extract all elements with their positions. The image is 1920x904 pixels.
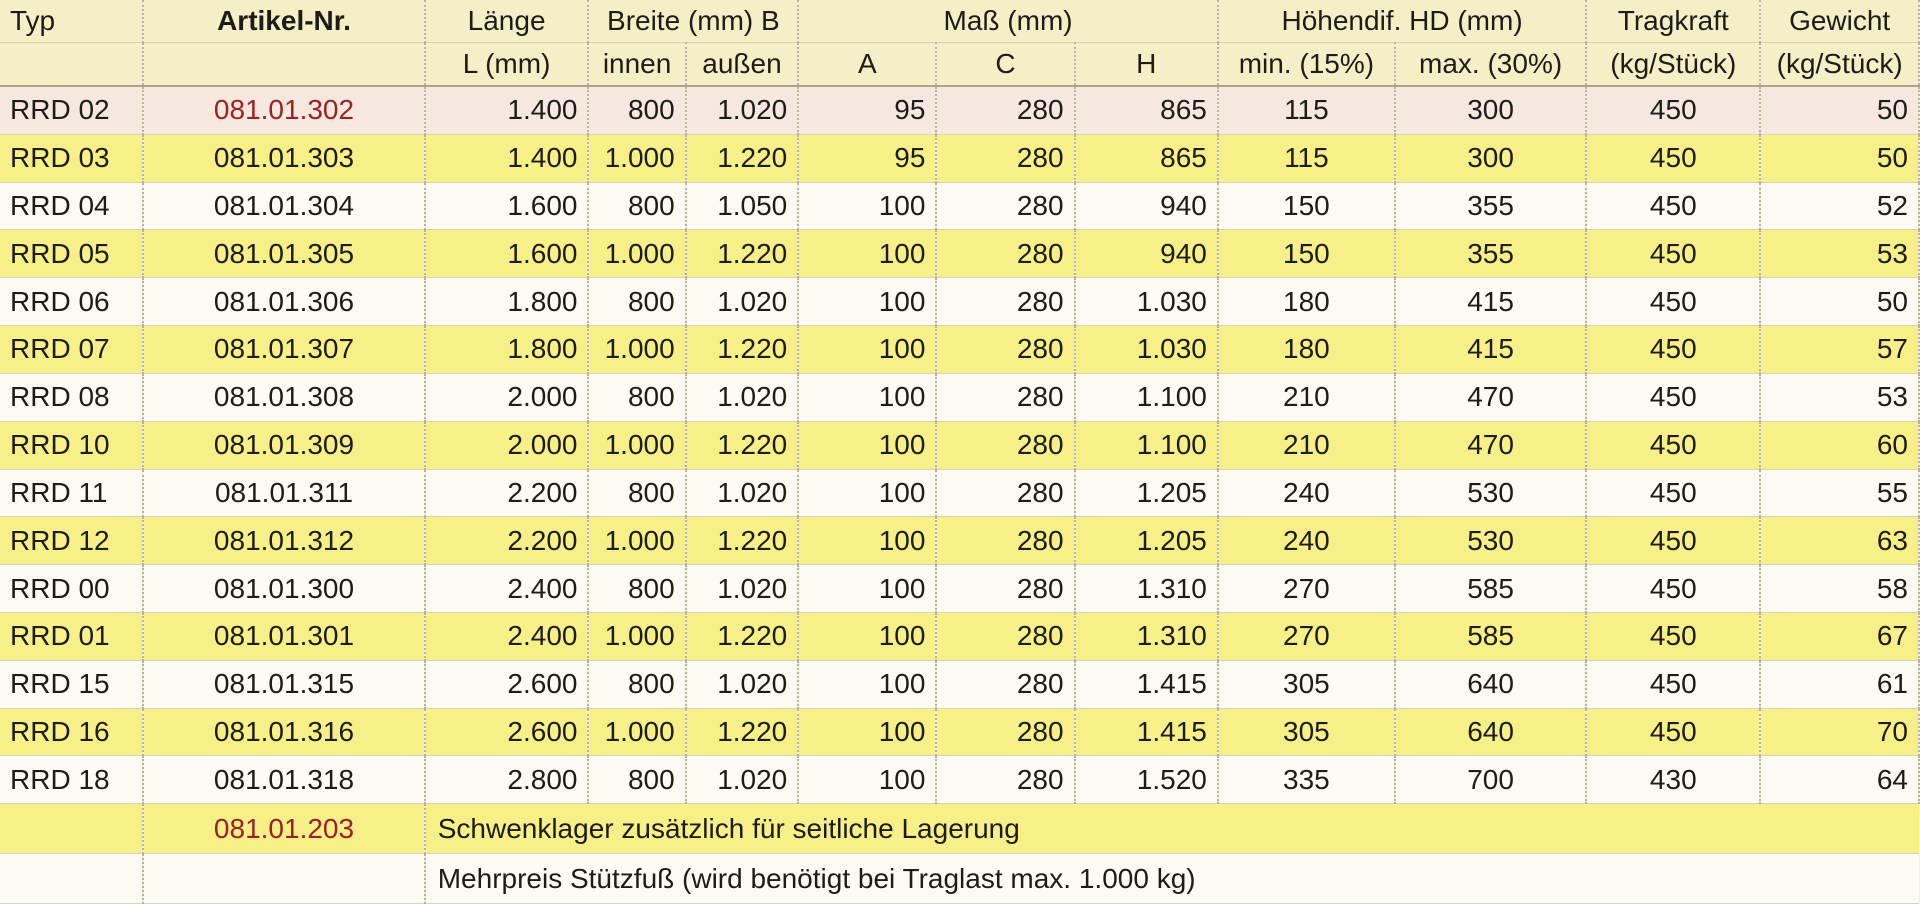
cell-a: 100 <box>798 278 936 326</box>
cell-aussen: 1.220 <box>686 612 799 660</box>
note-typ-empty <box>0 804 143 854</box>
cell-aussen: 1.220 <box>686 134 799 182</box>
cell-tragkraft: 450 <box>1586 373 1760 421</box>
cell-laenge: 2.200 <box>425 469 589 517</box>
cell-laenge: 2.400 <box>425 612 589 660</box>
cell-h: 1.415 <box>1075 708 1218 756</box>
header-gewicht-unit: (kg/Stück) <box>1760 43 1919 87</box>
cell-innen: 800 <box>588 660 685 708</box>
cell-aussen: 1.020 <box>686 278 799 326</box>
cell-typ: RRD 03 <box>0 134 143 182</box>
cell-aussen: 1.220 <box>686 326 799 374</box>
cell-c: 280 <box>936 134 1074 182</box>
cell-gewicht: 52 <box>1760 182 1919 230</box>
header-row-1 <box>0 0 1919 43</box>
cell-typ: RRD 05 <box>0 230 143 278</box>
cell-h: 865 <box>1075 134 1218 182</box>
cell-h: 1.520 <box>1075 756 1218 804</box>
cell-a: 100 <box>798 182 936 230</box>
cell-laenge: 1.600 <box>425 182 589 230</box>
cell-innen: 800 <box>588 182 685 230</box>
cell-artikel: 081.01.300 <box>143 565 424 613</box>
cell-c: 280 <box>936 708 1074 756</box>
cell-min: 150 <box>1218 182 1395 230</box>
cell-typ: RRD 15 <box>0 660 143 708</box>
cell-typ: RRD 10 <box>0 421 143 469</box>
cell-c: 280 <box>936 86 1074 134</box>
cell-artikel: 081.01.307 <box>143 326 424 374</box>
cell-c: 280 <box>936 182 1074 230</box>
header-breite: Breite (mm) B <box>588 0 798 43</box>
cell-aussen: 1.220 <box>686 708 799 756</box>
note-text: Mehrpreis Stützfuß (wird benötigt bei Traglast max. 1.000 kg) <box>425 854 1919 904</box>
header-a: A <box>798 43 936 87</box>
cell-typ: RRD 11 <box>0 469 143 517</box>
header-artikel-empty <box>143 43 424 87</box>
table-row <box>0 278 1919 326</box>
cell-max: 415 <box>1395 278 1586 326</box>
cell-gewicht: 58 <box>1760 565 1919 613</box>
note-row-stuetzfuss <box>0 854 1919 904</box>
cell-artikel: 081.01.309 <box>143 421 424 469</box>
cell-laenge: 2.000 <box>425 373 589 421</box>
note-artikel <box>143 854 424 904</box>
cell-h: 1.100 <box>1075 421 1218 469</box>
cell-c: 280 <box>936 326 1074 374</box>
cell-h: 940 <box>1075 182 1218 230</box>
cell-tragkraft: 450 <box>1586 326 1760 374</box>
table-body <box>0 86 1919 904</box>
cell-c: 280 <box>936 421 1074 469</box>
table-header <box>0 0 1919 86</box>
cell-laenge: 1.800 <box>425 278 589 326</box>
cell-laenge: 2.400 <box>425 565 589 613</box>
header-h: H <box>1075 43 1218 87</box>
cell-a: 100 <box>798 326 936 374</box>
cell-min: 305 <box>1218 708 1395 756</box>
cell-aussen: 1.220 <box>686 517 799 565</box>
cell-a: 100 <box>798 421 936 469</box>
cell-h: 1.205 <box>1075 517 1218 565</box>
cell-min: 270 <box>1218 612 1395 660</box>
cell-gewicht: 57 <box>1760 326 1919 374</box>
cell-aussen: 1.020 <box>686 86 799 134</box>
cell-typ: RRD 01 <box>0 612 143 660</box>
header-row-2 <box>0 43 1919 87</box>
table-row <box>0 326 1919 374</box>
table-row <box>0 708 1919 756</box>
cell-artikel: 081.01.303 <box>143 134 424 182</box>
cell-aussen: 1.220 <box>686 421 799 469</box>
cell-innen: 1.000 <box>588 134 685 182</box>
cell-innen: 800 <box>588 278 685 326</box>
table-row <box>0 660 1919 708</box>
header-tragkraft-unit: (kg/Stück) <box>1586 43 1760 87</box>
cell-gewicht: 67 <box>1760 612 1919 660</box>
cell-gewicht: 50 <box>1760 278 1919 326</box>
cell-min: 335 <box>1218 756 1395 804</box>
cell-laenge: 2.800 <box>425 756 589 804</box>
cell-a: 100 <box>798 756 936 804</box>
cell-artikel: 081.01.318 <box>143 756 424 804</box>
header-min: min. (15%) <box>1218 43 1395 87</box>
cell-laenge: 1.800 <box>425 326 589 374</box>
cell-innen: 1.000 <box>588 612 685 660</box>
cell-tragkraft: 450 <box>1586 565 1760 613</box>
cell-aussen: 1.020 <box>686 469 799 517</box>
cell-c: 280 <box>936 230 1074 278</box>
cell-min: 150 <box>1218 230 1395 278</box>
cell-a: 100 <box>798 612 936 660</box>
table-row <box>0 756 1919 804</box>
cell-aussen: 1.020 <box>686 756 799 804</box>
cell-laenge: 2.600 <box>425 708 589 756</box>
cell-artikel: 081.01.302 <box>143 86 424 134</box>
cell-typ: RRD 00 <box>0 565 143 613</box>
table-row <box>0 565 1919 613</box>
cell-h: 1.030 <box>1075 278 1218 326</box>
cell-laenge: 2.200 <box>425 517 589 565</box>
cell-tragkraft: 450 <box>1586 660 1760 708</box>
cell-c: 280 <box>936 565 1074 613</box>
cell-max: 585 <box>1395 612 1586 660</box>
header-typ: Typ <box>0 0 143 43</box>
cell-artikel: 081.01.311 <box>143 469 424 517</box>
table-row <box>0 182 1919 230</box>
cell-aussen: 1.220 <box>686 230 799 278</box>
cell-a: 100 <box>798 373 936 421</box>
cell-artikel: 081.01.306 <box>143 278 424 326</box>
cell-laenge: 1.600 <box>425 230 589 278</box>
cell-max: 530 <box>1395 517 1586 565</box>
note-text: Schwenklager zusätzlich für seitliche Lagerung <box>425 804 1919 854</box>
header-artikel: Artikel-Nr. <box>143 0 424 43</box>
note-artikel: 081.01.203 <box>143 804 424 854</box>
cell-min: 210 <box>1218 421 1395 469</box>
header-c: C <box>936 43 1074 87</box>
header-mass: Maß (mm) <box>798 0 1218 43</box>
cell-max: 415 <box>1395 326 1586 374</box>
cell-h: 940 <box>1075 230 1218 278</box>
cell-innen: 1.000 <box>588 326 685 374</box>
cell-laenge: 1.400 <box>425 134 589 182</box>
cell-artikel: 081.01.304 <box>143 182 424 230</box>
cell-c: 280 <box>936 756 1074 804</box>
cell-tragkraft: 450 <box>1586 86 1760 134</box>
cell-c: 280 <box>936 278 1074 326</box>
cell-a: 100 <box>798 660 936 708</box>
cell-aussen: 1.050 <box>686 182 799 230</box>
cell-c: 280 <box>936 469 1074 517</box>
cell-innen: 1.000 <box>588 517 685 565</box>
cell-a: 95 <box>798 134 936 182</box>
cell-a: 100 <box>798 469 936 517</box>
cell-h: 1.100 <box>1075 373 1218 421</box>
cell-laenge: 2.000 <box>425 421 589 469</box>
header-innen: innen <box>588 43 685 87</box>
cell-tragkraft: 450 <box>1586 421 1760 469</box>
cell-max: 300 <box>1395 134 1586 182</box>
cell-max: 585 <box>1395 565 1586 613</box>
table-row <box>0 421 1919 469</box>
cell-tragkraft: 450 <box>1586 708 1760 756</box>
header-laenge-unit: L (mm) <box>425 43 589 87</box>
cell-innen: 1.000 <box>588 230 685 278</box>
cell-artikel: 081.01.315 <box>143 660 424 708</box>
cell-max: 640 <box>1395 708 1586 756</box>
cell-min: 180 <box>1218 326 1395 374</box>
cell-a: 95 <box>798 86 936 134</box>
cell-typ: RRD 18 <box>0 756 143 804</box>
cell-max: 470 <box>1395 373 1586 421</box>
cell-innen: 800 <box>588 756 685 804</box>
cell-h: 1.310 <box>1075 612 1218 660</box>
cell-artikel: 081.01.305 <box>143 230 424 278</box>
cell-c: 280 <box>936 517 1074 565</box>
cell-tragkraft: 450 <box>1586 134 1760 182</box>
cell-typ: RRD 06 <box>0 278 143 326</box>
cell-typ: RRD 08 <box>0 373 143 421</box>
cell-tragkraft: 450 <box>1586 230 1760 278</box>
cell-gewicht: 60 <box>1760 421 1919 469</box>
cell-h: 1.415 <box>1075 660 1218 708</box>
cell-tragkraft: 450 <box>1586 612 1760 660</box>
cell-typ: RRD 07 <box>0 326 143 374</box>
header-gewicht: Gewicht <box>1760 0 1919 43</box>
cell-max: 470 <box>1395 421 1586 469</box>
header-laenge: Länge <box>425 0 589 43</box>
cell-h: 1.205 <box>1075 469 1218 517</box>
cell-innen: 800 <box>588 469 685 517</box>
cell-artikel: 081.01.301 <box>143 612 424 660</box>
cell-min: 210 <box>1218 373 1395 421</box>
cell-gewicht: 53 <box>1760 230 1919 278</box>
cell-min: 240 <box>1218 517 1395 565</box>
cell-innen: 1.000 <box>588 708 685 756</box>
cell-h: 865 <box>1075 86 1218 134</box>
cell-tragkraft: 450 <box>1586 517 1760 565</box>
cell-max: 355 <box>1395 230 1586 278</box>
header-hoehendif: Höhendif. HD (mm) <box>1218 0 1586 43</box>
table-row <box>0 373 1919 421</box>
header-typ-empty <box>0 43 143 87</box>
cell-typ: RRD 16 <box>0 708 143 756</box>
cell-max: 300 <box>1395 86 1586 134</box>
cell-a: 100 <box>798 708 936 756</box>
cell-tragkraft: 430 <box>1586 756 1760 804</box>
cell-innen: 800 <box>588 86 685 134</box>
cell-tragkraft: 450 <box>1586 278 1760 326</box>
cell-min: 240 <box>1218 469 1395 517</box>
cell-gewicht: 53 <box>1760 373 1919 421</box>
cell-typ: RRD 02 <box>0 86 143 134</box>
cell-a: 100 <box>798 517 936 565</box>
table-row <box>0 612 1919 660</box>
cell-innen: 1.000 <box>588 421 685 469</box>
cell-typ: RRD 12 <box>0 517 143 565</box>
cell-max: 355 <box>1395 182 1586 230</box>
cell-gewicht: 55 <box>1760 469 1919 517</box>
cell-min: 270 <box>1218 565 1395 613</box>
cell-laenge: 2.600 <box>425 660 589 708</box>
cell-tragkraft: 450 <box>1586 182 1760 230</box>
cell-c: 280 <box>936 373 1074 421</box>
cell-a: 100 <box>798 565 936 613</box>
table-row <box>0 230 1919 278</box>
cell-gewicht: 64 <box>1760 756 1919 804</box>
cell-aussen: 1.020 <box>686 373 799 421</box>
cell-c: 280 <box>936 612 1074 660</box>
cell-min: 180 <box>1218 278 1395 326</box>
cell-max: 640 <box>1395 660 1586 708</box>
table-row <box>0 517 1919 565</box>
note-row-schwenklager <box>0 804 1919 854</box>
cell-a: 100 <box>798 230 936 278</box>
table-row <box>0 86 1919 134</box>
cell-max: 530 <box>1395 469 1586 517</box>
cell-c: 280 <box>936 660 1074 708</box>
cell-min: 305 <box>1218 660 1395 708</box>
cell-gewicht: 70 <box>1760 708 1919 756</box>
cell-innen: 800 <box>588 373 685 421</box>
cell-aussen: 1.020 <box>686 660 799 708</box>
cell-aussen: 1.020 <box>686 565 799 613</box>
header-aussen: außen <box>686 43 799 87</box>
cell-innen: 800 <box>588 565 685 613</box>
cell-gewicht: 50 <box>1760 134 1919 182</box>
header-max: max. (30%) <box>1395 43 1586 87</box>
cell-min: 115 <box>1218 134 1395 182</box>
cell-min: 115 <box>1218 86 1395 134</box>
note-typ-empty <box>0 854 143 904</box>
cell-artikel: 081.01.312 <box>143 517 424 565</box>
cell-max: 700 <box>1395 756 1586 804</box>
cell-h: 1.310 <box>1075 565 1218 613</box>
cell-tragkraft: 450 <box>1586 469 1760 517</box>
cell-h: 1.030 <box>1075 326 1218 374</box>
cell-gewicht: 50 <box>1760 86 1919 134</box>
cell-artikel: 081.01.308 <box>143 373 424 421</box>
cell-gewicht: 63 <box>1760 517 1919 565</box>
header-tragkraft: Tragkraft <box>1586 0 1760 43</box>
cell-gewicht: 61 <box>1760 660 1919 708</box>
cell-typ: RRD 04 <box>0 182 143 230</box>
table-row <box>0 469 1919 517</box>
table-row <box>0 134 1919 182</box>
cell-laenge: 1.400 <box>425 86 589 134</box>
cell-artikel: 081.01.316 <box>143 708 424 756</box>
